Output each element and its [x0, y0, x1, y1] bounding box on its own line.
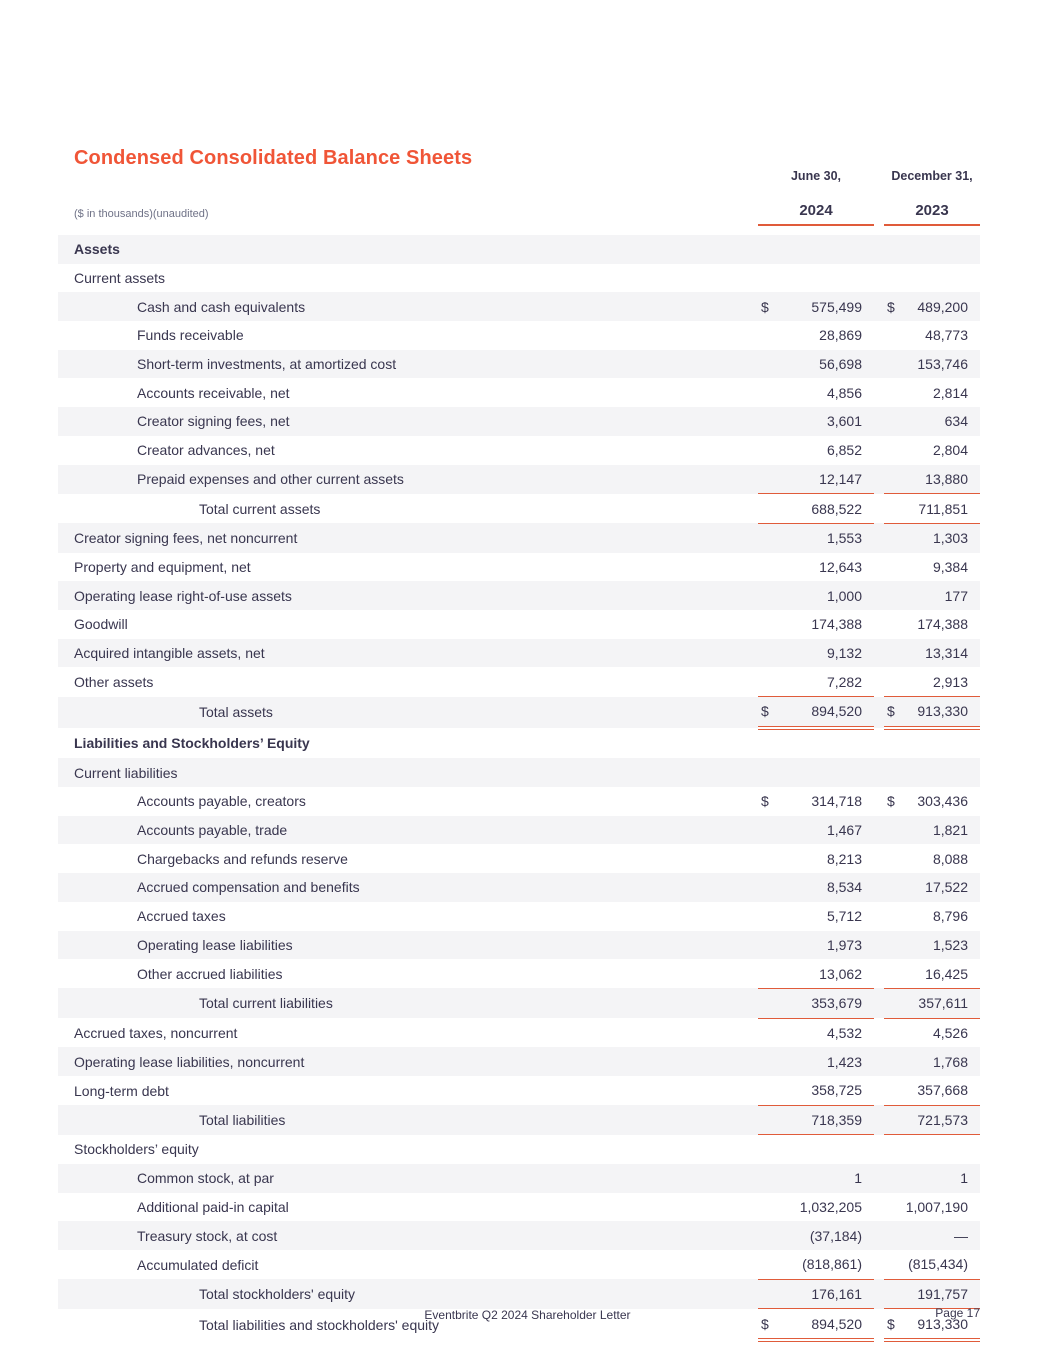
column-gap — [874, 728, 884, 759]
value-text: 314,718 — [811, 793, 862, 810]
units-note: ($ in thousands)(unaudited) — [74, 208, 209, 220]
row-label: Current assets — [74, 270, 166, 287]
row-value-2023 — [884, 581, 980, 610]
row-value-2023 — [884, 494, 980, 524]
value-text: 191,757 — [917, 1286, 968, 1303]
column-gap — [874, 465, 884, 494]
value-text: 1,007,190 — [905, 1199, 968, 1216]
row-label: Additional paid-in capital — [137, 1199, 289, 1216]
table-row — [58, 292, 980, 321]
column-gap — [874, 407, 884, 436]
column-gap — [874, 436, 884, 465]
row-label: Treasury stock, at cost — [137, 1227, 278, 1244]
row-value-2023 — [884, 1018, 980, 1047]
row-label: Goodwill — [74, 616, 128, 633]
row-value-2024 — [758, 465, 874, 494]
balance-sheet-table — [58, 158, 980, 1342]
value-text: 9,132 — [826, 644, 862, 661]
value-text: 353,679 — [811, 995, 862, 1012]
row-value-2024 — [758, 1135, 874, 1164]
table-row — [58, 523, 980, 552]
value-text: 2,804 — [932, 442, 968, 459]
row-value-2024 — [758, 523, 874, 552]
table-row — [58, 1193, 980, 1222]
column-gap — [874, 610, 884, 639]
dollar-sign: $ — [887, 793, 895, 810]
row-value-2024 — [758, 235, 874, 264]
table-header — [58, 158, 980, 235]
header-spacer — [58, 225, 980, 235]
row-label: Total stockholders' equity — [199, 1286, 355, 1303]
column-gap — [874, 931, 884, 960]
value-text: 2,814 — [932, 384, 968, 401]
table-row — [58, 758, 980, 787]
value-text: 9,384 — [932, 558, 968, 575]
column-gap — [874, 1279, 884, 1309]
column-gap — [874, 523, 884, 552]
row-value-2023 — [884, 321, 980, 350]
value-text: 1,523 — [932, 936, 968, 953]
row-label: Accrued taxes — [137, 908, 226, 925]
value-text: 489,200 — [917, 298, 968, 315]
table-row — [58, 350, 980, 379]
row-value-2024 — [758, 902, 874, 931]
table-row — [58, 931, 980, 960]
value-text: 176,161 — [811, 1286, 862, 1303]
value-text: 4,856 — [826, 384, 862, 401]
row-value-2023 — [884, 465, 980, 494]
column-gap — [874, 378, 884, 407]
value-text: 1 — [960, 1170, 968, 1187]
row-value-2024 — [758, 1193, 874, 1222]
dollar-sign: $ — [761, 1315, 769, 1332]
row-value-2024 — [758, 292, 874, 321]
row-label: Chargebacks and refunds reserve — [137, 850, 348, 867]
row-value-2023 — [884, 728, 980, 759]
row-value-2023 — [884, 959, 980, 988]
value-text: 1,303 — [932, 530, 968, 547]
row-value-2024 — [758, 844, 874, 873]
column-gap — [874, 1018, 884, 1047]
value-text: 12,643 — [819, 558, 862, 575]
row-value-2023 — [884, 436, 980, 465]
row-value-2023 — [884, 931, 980, 960]
period-header-june-30: June 30, — [790, 169, 842, 183]
dollar-sign: $ — [761, 703, 769, 720]
value-text: 1,467 — [826, 822, 862, 839]
row-value-2024 — [758, 378, 874, 407]
row-value-2024 — [758, 264, 874, 293]
row-value-2023 — [884, 816, 980, 845]
row-value-2023 — [884, 902, 980, 931]
column-gap — [874, 1164, 884, 1193]
row-label: Operating lease liabilities, noncurrent — [74, 1053, 305, 1070]
value-text: 8,213 — [826, 850, 862, 867]
column-gap — [874, 639, 884, 668]
row-label: Creator signing fees, net noncurrent — [74, 529, 298, 546]
row-label: Short-term investments, at amortized cost — [137, 356, 397, 373]
spacer-cell — [58, 225, 980, 235]
balance-sheet-body — [58, 235, 980, 1340]
column-gap — [874, 959, 884, 988]
row-label: Common stock, at par — [137, 1170, 274, 1187]
column-gap — [874, 158, 884, 186]
table-row — [58, 1164, 980, 1193]
row-value-2023 — [884, 350, 980, 379]
row-label: Total current liabilities — [199, 995, 333, 1012]
value-text: 13,062 — [819, 965, 862, 982]
column-gap — [874, 553, 884, 582]
table-row — [58, 235, 980, 264]
row-value-2023 — [884, 873, 980, 902]
value-text: 1,973 — [826, 936, 862, 953]
row-value-2024 — [758, 667, 874, 696]
column-gap — [874, 581, 884, 610]
table-row — [58, 553, 980, 582]
value-text: 16,425 — [925, 965, 968, 982]
table-row — [58, 1221, 980, 1250]
value-text: — — [954, 1227, 968, 1244]
value-text: 4,532 — [826, 1024, 862, 1041]
row-label: Acquired intangible assets, net — [74, 644, 265, 661]
table-row — [58, 959, 980, 988]
value-text: 894,520 — [811, 1315, 862, 1332]
dollar-sign: $ — [761, 793, 769, 810]
value-text: 8,534 — [826, 879, 862, 896]
value-text: 1,553 — [826, 530, 862, 547]
value-text: 48,773 — [925, 327, 968, 344]
column-gap — [874, 235, 884, 264]
column-gap — [874, 1135, 884, 1164]
value-text: 1,821 — [932, 822, 968, 839]
row-label: Creator signing fees, net — [137, 413, 290, 430]
column-gap — [874, 292, 884, 321]
value-text: 721,573 — [917, 1111, 968, 1128]
table-row — [58, 1250, 980, 1279]
row-label: Cash and cash equivalents — [137, 298, 306, 315]
column-gap — [874, 873, 884, 902]
table-row — [58, 873, 980, 902]
value-text: 358,725 — [811, 1082, 862, 1099]
row-label: Other assets — [74, 673, 154, 690]
value-text: 357,668 — [917, 1082, 968, 1099]
value-text: (37,184) — [809, 1227, 862, 1244]
table-row — [58, 494, 980, 524]
row-label: Accrued compensation and benefits — [137, 879, 360, 896]
row-label: Total liabilities — [199, 1111, 286, 1128]
year-header-2024: 2024 — [758, 186, 874, 225]
table-row — [58, 787, 980, 816]
row-value-2024 — [758, 581, 874, 610]
column-gap — [874, 321, 884, 350]
row-label: Total liabilities and stockholders' equity — [199, 1316, 440, 1333]
table-row — [58, 1135, 980, 1164]
row-value-2024 — [758, 873, 874, 902]
row-value-2024 — [758, 436, 874, 465]
row-value-2024 — [758, 931, 874, 960]
row-label: Total assets — [199, 704, 273, 721]
value-text: 28,869 — [819, 327, 862, 344]
row-value-2023 — [884, 610, 980, 639]
row-value-2023 — [884, 1250, 980, 1279]
value-text: 913,330 — [917, 703, 968, 720]
row-value-2024 — [758, 553, 874, 582]
row-label: Other accrued liabilities — [137, 965, 283, 982]
table-row — [58, 321, 980, 350]
row-value-2023 — [884, 1076, 980, 1105]
row-value-2024 — [758, 728, 874, 759]
header-period-row — [58, 158, 980, 186]
value-text: 153,746 — [917, 356, 968, 373]
footer-document-title: Eventbrite Q2 2024 Shareholder Letter — [424, 1308, 631, 1322]
value-text: 7,282 — [826, 673, 862, 690]
value-text: 913,330 — [917, 1315, 968, 1332]
row-value-2023 — [884, 1135, 980, 1164]
value-text: 8,796 — [932, 908, 968, 925]
table-row — [58, 407, 980, 436]
row-label: Prepaid expenses and other current assets — [137, 471, 404, 488]
table-row — [58, 667, 980, 696]
value-text: 177 — [944, 587, 968, 604]
row-value-2024 — [758, 1221, 874, 1250]
row-value-2023 — [884, 787, 980, 816]
row-label: Creator advances, net — [137, 442, 275, 459]
page-title: Condensed Consolidated Balance Sheets — [74, 147, 473, 170]
column-gap — [874, 988, 884, 1018]
row-value-2024 — [758, 1250, 874, 1279]
table-row — [58, 264, 980, 293]
value-text: 2,913 — [932, 673, 968, 690]
table-row — [58, 465, 980, 494]
row-value-2024 — [758, 1018, 874, 1047]
row-value-2023 — [884, 378, 980, 407]
row-label: Accounts receivable, net — [137, 384, 290, 401]
header-empty-cell — [58, 158, 758, 186]
value-text: (818,861) — [802, 1256, 862, 1273]
row-label: Funds receivable — [137, 327, 244, 344]
row-value-2023 — [884, 553, 980, 582]
row-value-2024 — [758, 1164, 874, 1193]
year-header-2023: 2023 — [884, 186, 980, 225]
row-value-2024 — [758, 816, 874, 845]
row-value-2024 — [758, 1047, 874, 1076]
page-footer — [0, 1306, 1055, 1324]
row-value-2023 — [884, 1164, 980, 1193]
table-row — [58, 1076, 980, 1105]
value-text: 357,611 — [918, 995, 968, 1012]
row-value-2023 — [884, 844, 980, 873]
column-gap — [874, 1047, 884, 1076]
value-text: 718,359 — [811, 1111, 862, 1128]
value-text: 1,423 — [826, 1053, 862, 1070]
value-text: 3,601 — [826, 413, 862, 430]
value-text: 6,852 — [826, 442, 862, 459]
table-row — [58, 816, 980, 845]
row-value-2023 — [884, 523, 980, 552]
column-gap — [874, 186, 884, 225]
table-row — [58, 436, 980, 465]
row-value-2023 — [884, 1193, 980, 1222]
value-text: 174,388 — [811, 616, 862, 633]
value-text: 1,032,205 — [799, 1199, 862, 1216]
column-gap — [874, 1105, 884, 1135]
row-value-2023 — [884, 264, 980, 293]
column-gap — [874, 758, 884, 787]
row-value-2023 — [884, 758, 980, 787]
row-label: Accounts payable, trade — [137, 822, 288, 839]
table-row — [58, 1279, 980, 1309]
row-label: Accounts payable, creators — [137, 793, 306, 810]
table-row — [58, 1105, 980, 1135]
value-text: 1,768 — [932, 1053, 968, 1070]
value-text: 575,499 — [811, 298, 862, 315]
row-label: Operating lease liabilities — [137, 936, 293, 953]
value-text: 711,851 — [918, 500, 968, 517]
row-value-2024 — [758, 988, 874, 1018]
table-row — [58, 610, 980, 639]
value-text: 174,388 — [917, 616, 968, 633]
table-row — [58, 728, 980, 759]
table-row — [58, 902, 980, 931]
table-row — [58, 844, 980, 873]
dollar-sign: $ — [761, 298, 769, 315]
row-label: Property and equipment, net — [74, 558, 251, 575]
value-text: (815,434) — [908, 1256, 968, 1273]
row-value-2024 — [758, 758, 874, 787]
row-value-2023 — [884, 292, 980, 321]
row-value-2023 — [884, 988, 980, 1018]
row-value-2023 — [884, 235, 980, 264]
row-value-2024 — [758, 787, 874, 816]
column-gap — [874, 902, 884, 931]
table-row — [58, 639, 980, 668]
row-value-2023 — [884, 697, 980, 728]
row-value-2024 — [758, 610, 874, 639]
row-value-2024 — [758, 407, 874, 436]
row-value-2023 — [884, 1221, 980, 1250]
row-value-2023 — [884, 639, 980, 668]
row-value-2023 — [884, 1279, 980, 1309]
section-label: Assets — [74, 241, 120, 258]
column-gap — [874, 1221, 884, 1250]
row-value-2023 — [884, 1047, 980, 1076]
row-value-2024 — [758, 1076, 874, 1105]
value-text: 688,522 — [811, 500, 862, 517]
row-label: Operating lease right-of-use assets — [74, 587, 292, 604]
column-gap — [874, 350, 884, 379]
value-text: 4,526 — [932, 1024, 968, 1041]
table-row — [58, 988, 980, 1018]
row-value-2023 — [884, 1105, 980, 1135]
column-gap — [874, 1250, 884, 1279]
table-row — [58, 1018, 980, 1047]
column-gap — [874, 844, 884, 873]
value-text: 5,712 — [826, 908, 862, 925]
row-value-2024 — [758, 1279, 874, 1309]
value-text: 17,522 — [925, 879, 968, 896]
row-value-2023 — [884, 667, 980, 696]
value-text: 56,698 — [819, 356, 862, 373]
row-label: Total current assets — [199, 500, 321, 517]
page-number: Page 17 — [935, 1306, 980, 1320]
value-text: 1 — [854, 1170, 862, 1187]
row-value-2024 — [758, 321, 874, 350]
dollar-sign: $ — [887, 1315, 895, 1332]
row-value-2024 — [758, 1105, 874, 1135]
row-value-2023 — [884, 407, 980, 436]
row-label: Stockholders’ equity — [74, 1141, 199, 1158]
row-value-2024 — [758, 494, 874, 524]
row-value-2024 — [758, 959, 874, 988]
value-text: 8,088 — [932, 850, 968, 867]
row-label: Accrued taxes, noncurrent — [74, 1024, 238, 1041]
column-gap — [874, 667, 884, 696]
column-gap — [874, 494, 884, 524]
table-row — [58, 378, 980, 407]
column-gap — [874, 816, 884, 845]
value-text: 12,147 — [819, 470, 862, 487]
header-year-row — [58, 186, 980, 225]
section-label: Liabilities and Stockholders’ Equity — [74, 735, 310, 752]
column-gap — [874, 787, 884, 816]
dollar-sign: $ — [887, 298, 895, 315]
value-text: 13,880 — [925, 470, 968, 487]
table-row — [58, 697, 980, 728]
row-value-2024 — [758, 697, 874, 728]
value-text: 13,314 — [925, 644, 968, 661]
column-gap — [874, 697, 884, 728]
table-row — [58, 1047, 980, 1076]
value-text: 303,436 — [917, 793, 968, 810]
table-row — [58, 581, 980, 610]
column-gap — [874, 264, 884, 293]
row-value-2024 — [758, 639, 874, 668]
column-gap — [874, 1193, 884, 1222]
value-text: 894,520 — [811, 703, 862, 720]
row-label: Long-term debt — [74, 1082, 169, 1099]
period-header-december-31: December 31, — [891, 169, 973, 183]
row-label: Accumulated deficit — [137, 1256, 259, 1273]
dollar-sign: $ — [887, 703, 895, 720]
row-value-2024 — [758, 350, 874, 379]
value-text: 634 — [944, 413, 968, 430]
value-text: 1,000 — [826, 587, 862, 604]
column-gap — [874, 1076, 884, 1105]
row-label: Current liabilities — [74, 764, 178, 781]
